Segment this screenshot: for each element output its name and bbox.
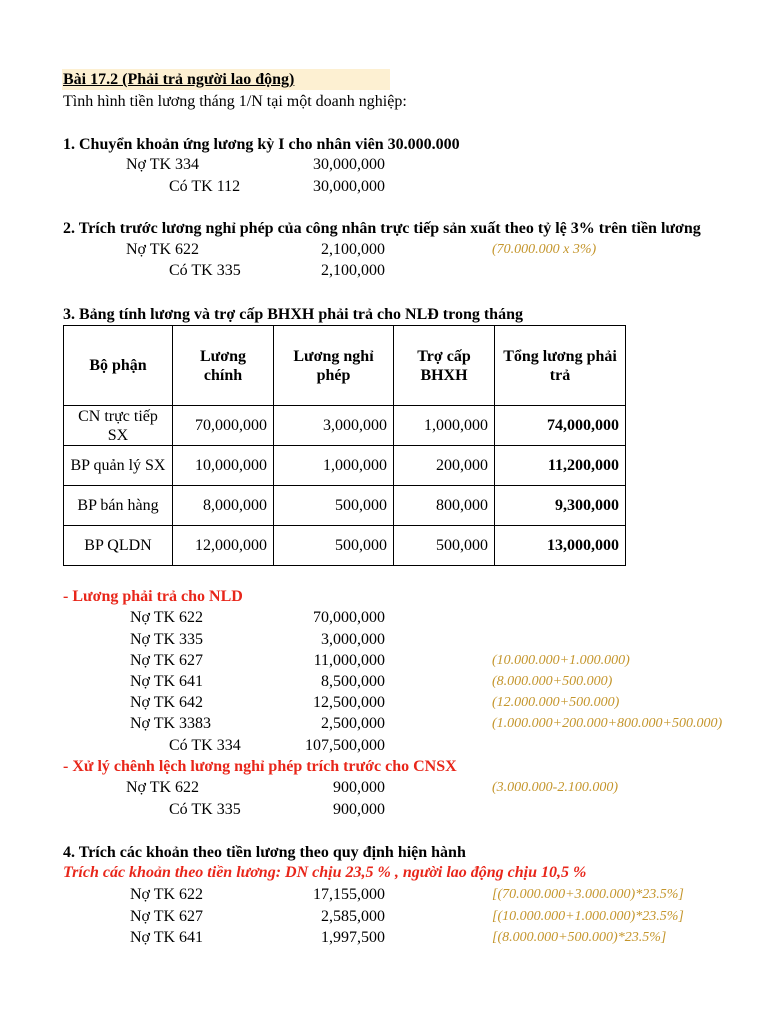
entry-account: Nợ TK 622 (126, 779, 200, 796)
entry-note: [(70.000.000+3.000.000)*23.5%] (492, 887, 684, 902)
entry-amount: 12,500,000 (313, 694, 385, 711)
table-cell: 8,000,000 (173, 486, 274, 526)
entry-note: [(10.000.000+1.000.000)*23.5%] (492, 909, 684, 924)
table-cell: 800,000 (394, 486, 495, 526)
table-cell: 12,000,000 (173, 526, 274, 566)
table-cell: 500,000 (274, 486, 394, 526)
entry-note: (3.000.000-2.100.000) (492, 780, 618, 795)
entry-amount: 900,000 (333, 801, 385, 818)
entry-amount: 30,000,000 (313, 178, 385, 195)
entry-note: (12.000.000+500.000) (492, 695, 620, 710)
table-cell: 70,000,000 (173, 406, 274, 446)
table-row (64, 526, 626, 566)
table-cell: BP bán hàng (64, 486, 173, 526)
section-4-subheading: Trích các khoản theo tiền lương: DN chịu 23,5 % , người lao động chịu 10,5 % (63, 864, 587, 881)
table-cell-total: 74,000,000 (495, 406, 626, 446)
entry-account: Nợ TK 622 (126, 241, 200, 258)
table-cell: CN trực tiếp SX (64, 406, 173, 446)
table-row (64, 486, 626, 526)
table-cell: 500,000 (394, 526, 495, 566)
entry-account: Nợ TK 335 (130, 631, 204, 648)
table-cell: 3,000,000 (274, 406, 394, 446)
section-4-heading: 4. Trích các khoản theo tiền lương theo quy định hiện hành (63, 844, 466, 861)
section-2-heading: 2. Trích trước lương nghỉ phép của công nhân trực tiếp sản xuất theo tỷ lệ 3% trên tiền lương (63, 220, 701, 237)
table-row (64, 446, 626, 486)
table-header-row (64, 326, 626, 406)
entry-amount: 900,000 (333, 779, 385, 796)
entry-account: Nợ TK 627 (130, 908, 204, 925)
entry-note: (1.000.000+200.000+800.000+500.000) (492, 716, 723, 731)
table-cell-total: 9,300,000 (495, 486, 626, 526)
table-header-cell: Lương nghỉ phép (274, 326, 394, 406)
entry-note: (10.000.000+1.000.000) (492, 653, 630, 668)
entry-account: Có TK 112 (169, 178, 241, 195)
entry-account: Có TK 334 (169, 737, 241, 754)
entry-amount: 2,500,000 (321, 715, 385, 732)
entry-account: Nợ TK 622 (130, 609, 204, 626)
table-cell-total: 13,000,000 (495, 526, 626, 566)
entry-amount: 2,100,000 (321, 241, 385, 258)
table-cell-total: 11,200,000 (495, 446, 626, 486)
table-cell: 200,000 (394, 446, 495, 486)
table-cell: BP quản lý SX (64, 446, 173, 486)
subsection-heading: - Xử lý chênh lệch lương nghỉ phép trích trước cho CNSX (63, 758, 457, 775)
entry-account: Nợ TK 3383 (130, 715, 212, 732)
entry-amount: 1,997,500 (321, 929, 385, 946)
entry-amount: 70,000,000 (313, 609, 385, 626)
table-cell: 1,000,000 (274, 446, 394, 486)
entry-account: Có TK 335 (169, 801, 241, 818)
exercise-title: Bài 17.2 (Phải trả người lao động) (63, 71, 295, 88)
table-header-cell: Lương chính (173, 326, 274, 406)
intro-text: Tình hình tiền lương tháng 1/N tại một doanh nghiệp: (63, 93, 407, 110)
entry-amount: 17,155,000 (313, 886, 385, 903)
table-cell: 500,000 (274, 526, 394, 566)
entry-account: Nợ TK 642 (130, 694, 204, 711)
entry-note: (70.000.000 x 3%) (492, 242, 597, 257)
table-cell: 10,000,000 (173, 446, 274, 486)
table-header-cell: Tổng lương phải trả (495, 326, 626, 406)
entry-amount: 8,500,000 (321, 673, 385, 690)
subsection-heading: - Lương phải trả cho NLD (63, 588, 243, 605)
entry-amount: 2,100,000 (321, 262, 385, 279)
table-cell: BP QLDN (64, 526, 173, 566)
entry-account: Nợ TK 627 (130, 652, 204, 669)
entry-account: Nợ TK 622 (130, 886, 204, 903)
salary-table (63, 325, 626, 566)
section-1-heading: 1. Chuyển khoản ứng lương kỳ I cho nhân viên 30.000.000 (63, 136, 460, 153)
entry-note: [(8.000.000+500.000)*23.5%] (492, 930, 667, 945)
entry-account: Nợ TK 641 (130, 673, 204, 690)
table-cell: 1,000,000 (394, 406, 495, 446)
table-header-cell: Bộ phận (64, 326, 173, 406)
entry-amount: 107,500,000 (305, 737, 385, 754)
table-header-cell: Trợ cấp BHXH (394, 326, 495, 406)
table-row (64, 406, 626, 446)
entry-amount: 2,585,000 (321, 908, 385, 925)
section-3-heading: 3. Bảng tính lương và trợ cấp BHXH phải trả cho NLĐ trong tháng (63, 306, 523, 323)
entry-amount: 11,000,000 (313, 652, 385, 669)
entry-account: Có TK 335 (169, 262, 241, 279)
entry-note: (8.000.000+500.000) (492, 674, 613, 689)
entry-account: Nợ TK 334 (126, 156, 200, 173)
entry-amount: 30,000,000 (313, 156, 385, 173)
entry-amount: 3,000,000 (321, 631, 385, 648)
entry-account: Nợ TK 641 (130, 929, 204, 946)
